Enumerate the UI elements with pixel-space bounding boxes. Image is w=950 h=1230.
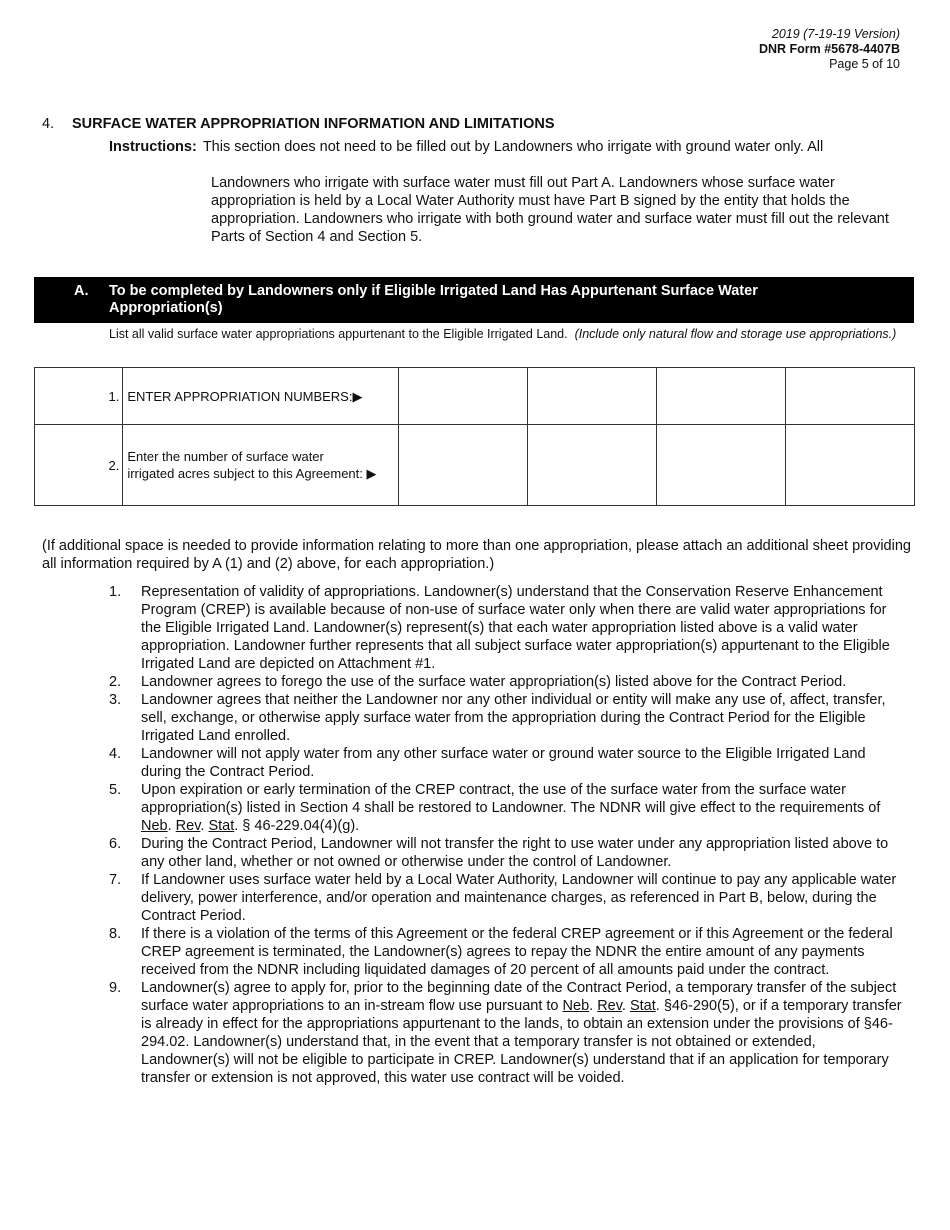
item-text: Upon expiration or early termination of the CREP contract, the use of the surface water from the surface water appropriation(s) listed in Section 4 shall be restored to Landowner. The NDNR will give effect to the requirements of: [141, 782, 881, 816]
list-note-italic: (Include only natural flow and storage use appropriations.): [574, 327, 897, 341]
item-number: 8.: [109, 926, 122, 942]
section-heading: SURFACE WATER APPROPRIATION INFORMATION AND LIMITATIONS: [72, 116, 555, 132]
terms-list: [109, 583, 905, 1087]
irrigated-acres-field-2[interactable]: [527, 425, 656, 506]
part-a-heading-bar: [34, 277, 914, 323]
additional-space-note: (If additional space is needed to provide information relating to more than one appropriation, please attach an additional sheet providing all information required by A (1) and (2) above, for each appropriation.): [42, 538, 911, 572]
part-a-heading: To be completed by Landowners only if Eligible Irrigated Land Has Appurtenant Surface Water Appropriation(s): [109, 283, 758, 316]
irrigated-acres-field-3[interactable]: [656, 425, 785, 506]
page-number: Page 5 of 10: [829, 57, 900, 71]
appropriation-number-field-1[interactable]: [398, 368, 527, 425]
irrigated-acres-field-4[interactable]: [785, 425, 914, 506]
item-text: Landowner agrees to forego the use of the surface water appropriation(s) listed above for the Contract Period.: [141, 674, 847, 690]
section-title: [42, 116, 555, 132]
item-number: 4.: [109, 746, 122, 762]
list-note-text: List all valid surface water appropriations appurtenant to the Eligible Irrigated Land.: [109, 327, 568, 341]
table-row: [35, 425, 915, 506]
instructions-label: Instructions:: [109, 139, 197, 155]
item-text: . §46-290(5), or if a temporary transfer is already in effect for the appropriations appurtenant to the lands, to obtain an extension under the provisions of §46-294.02. Landowner(s) understand that, in the event that a temporary transfer is not obtained or extended, Landowner(s) will not be eligible to participate in CREP. Landowner(s) understand that if an application for temporary transfer or extension is not approved, this water use contract will be voided.: [141, 998, 902, 1086]
list-item: [109, 673, 905, 691]
appropriation-number-field-2[interactable]: [527, 368, 656, 425]
item-number: 1.: [109, 584, 122, 600]
citation-rev: Rev: [597, 998, 622, 1014]
page-header: [759, 27, 900, 72]
instructions: [109, 138, 909, 156]
citation-rev: Rev: [175, 818, 201, 834]
form-version: 2019 (7-19-19 Version): [771, 27, 900, 41]
row-number: 2.: [35, 425, 123, 506]
item-text: Landowner(s) agree to apply for, prior to the beginning date of the Contract Period, a temporary transfer of the subject surface water appropriations to an in-stream flow use pursuant to: [141, 980, 897, 1014]
list-item: [109, 925, 905, 979]
item-number: 3.: [109, 692, 122, 708]
item-text: If there is a violation of the terms of this Agreement or the federal CREP agreement or if this Agreement or the federal CREP agreement is terminated, the Landowner(s) agrees to repay the NDNR the entire amount of any payments received from the NDNR including liquidated damages of 20 percent of all amounts paid under the contract.: [141, 926, 893, 978]
row-label-irrigated-acres: [123, 425, 398, 506]
item-text: If Landowner uses surface water held by a Local Water Authority, Landowner will continue to pay any applicable water delivery, power interference, and/or operation and maintenance charges, as referenced in Part B, below, during the Contract Period.: [141, 872, 897, 924]
part-a-letter: A.: [74, 283, 89, 299]
list-item: 5. Upon expiration or early termination of the CREP contract, the use of the surface water from the surface water appropriation(s) listed in Section 4 shall be restored to Landowner. The NDNR will give effect to the requirements of Neb. Rev. Stat. § 46-229.04(4)(g).: [109, 782, 881, 834]
item-number: 9.: [109, 980, 122, 996]
list-item: 9. Landowner(s) agree to apply for, prior to the beginning date of the Contract Period, a temporary transfer of the subject surface water appropriations to an in-stream flow use pursuant to Neb. Rev. Stat. §46-290(5), or if a temporary transfer is already in effect for the appropriations appurtenant to the lands, to obtain an extension under the provisions of §46-294.02. Landowner(s) understand that, in the event that a temporary transfer is not obtained or extended, Landowner(s) will not be eligible to participate in CREP. Landowner(s) understand that if an application for temporary transfer or extension is not approved, this water use contract will be voided.: [109, 980, 902, 1086]
citation-neb: Neb: [562, 998, 590, 1014]
item-text: Representation of validity of appropriations. Landowner(s) understand that the Conservation Reserve Enhancement Program (CREP) is available because of non-use of surface water only when there are valid water appropriations for the Eligible Irrigated Land. Landowner(s) represent(s) that each water appropriation listed above is a valid water appropriation. Landowner further represents that all subject surface water appropriation(s) appurtenant to the Eligible Irrigated Land are depicted on Attachment #1.: [141, 584, 890, 672]
list-item: [109, 835, 905, 871]
item-text: . § 46-229.04(4)(g).: [234, 818, 360, 834]
list-item: [109, 871, 905, 925]
part-a-list-note: [109, 325, 899, 343]
row-label-appropriation-numbers: ENTER APPROPRIATION NUMBERS:▶: [123, 368, 398, 425]
list-item: [109, 583, 905, 673]
row-label-line: Enter the number of surface water: [127, 449, 324, 464]
section-number: 4.: [42, 116, 55, 132]
item-number: 5.: [109, 782, 122, 798]
list-item: [109, 745, 905, 781]
item-text: Landowner will not apply water from any other surface water or ground water source to the Eligible Irrigated Land during the Contract Period.: [141, 746, 866, 780]
item-text: During the Contract Period, Landowner will not transfer the right to use water under any appropriation listed above to any other land, whether or not owned or otherwise under the control of Landowner.: [141, 836, 889, 870]
row-number: 1.: [35, 368, 123, 425]
appropriation-number-field-4[interactable]: [785, 368, 914, 425]
list-item: [109, 691, 905, 745]
irrigated-acres-field-1[interactable]: [398, 425, 527, 506]
instructions-paragraph: Landowners who irrigate with surface water must fill out Part A. Landowners whose surface water appropriation is held by a Local Water Authority must have Part B signed by the entity that holds the appropriation. Landowners who irrigate with both ground water and surface water must fill out the relevant Parts of Section 4 and Section 5.: [211, 175, 889, 245]
item-number: 2.: [109, 674, 122, 690]
item-number: 6.: [109, 836, 122, 852]
item-number: 7.: [109, 872, 122, 888]
appropriation-table: [34, 367, 915, 506]
row-label-line: irrigated acres subject to this Agreement: ▶: [127, 466, 377, 481]
citation-stat: Stat: [629, 998, 656, 1014]
instructions-text: This section does not need to be filled out by Landowners who irrigate with ground water only. All: [202, 139, 824, 155]
citation-stat: Stat: [208, 818, 235, 834]
appropriation-number-field-3[interactable]: [656, 368, 785, 425]
citation-neb: Neb: [141, 818, 168, 834]
form-number: DNR Form #5678-4407B: [758, 42, 900, 56]
table-row: [35, 368, 915, 425]
item-text: Landowner agrees that neither the Landowner nor any other individual or entity will make any use of, affect, transfer, sell, exchange, or otherwise apply surface water from the appropriation during the Contract Period for the Eligible Irrigated Land enrolled.: [141, 692, 886, 744]
